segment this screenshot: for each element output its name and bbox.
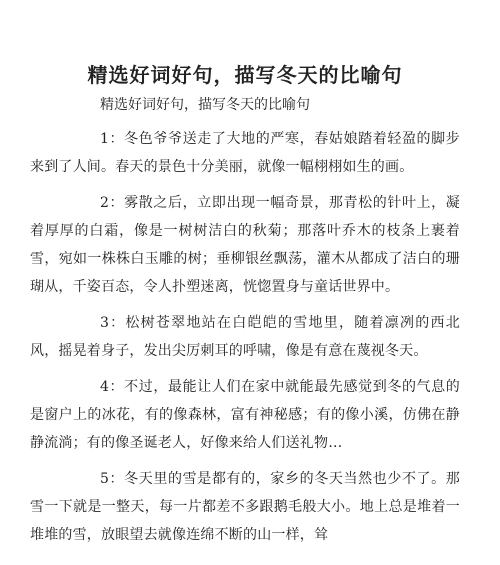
document-title: 精选好词好句，描写冬天的比喻句 (87, 63, 403, 87)
paragraph-2: 2：雾散之后，立即出现一幅奇景，那青松的针叶上，凝着厚厚的白霜，像是一树树洁白的秋菊；那落叶乔木的枝条上裹着雪，宛如一株株白玉雕的树；垂柳银丝飘荡，灌木从都成了洁白的珊瑚从，千姿百态，令人扑塑迷离，恍惚置身与童话世界中。 (30, 195, 460, 295)
paragraph-3: 3：松树苍翠地站在白皑皑的雪地里，随着凛冽的西北风，摇晃着身子，发出尖厉刺耳的呼啸，像是有意在蔑视冬天。 (30, 315, 460, 359)
paragraph-4: 4：不过，最能让人们在家中就能最先感觉到冬的气息的是窗户上的冰花，有的像森林，富有神秘感；有的像小溪，仿佛在静静流淌；有的像圣诞老人，好像来给人们送礼物… (30, 379, 460, 451)
document-subtitle: 精选好词好句，描写冬天的比喻句 (100, 97, 310, 113)
paragraph-5: 5：冬天里的雪是都有的，家乡的冬天当然也少不了。那雪一下就是一整天，每一片都差不多跟鹅毛般大小。地上总是堆着一堆堆的雪，放眼望去就像连绵不断的山一样，耸 (30, 471, 460, 543)
paragraph-1: 1：冬色爷爷送走了大地的严寒，春姑娘踏着轻盈的脚步来到了人间。春天的景色十分美丽，就像一幅栩栩如生的画。 (30, 131, 460, 175)
